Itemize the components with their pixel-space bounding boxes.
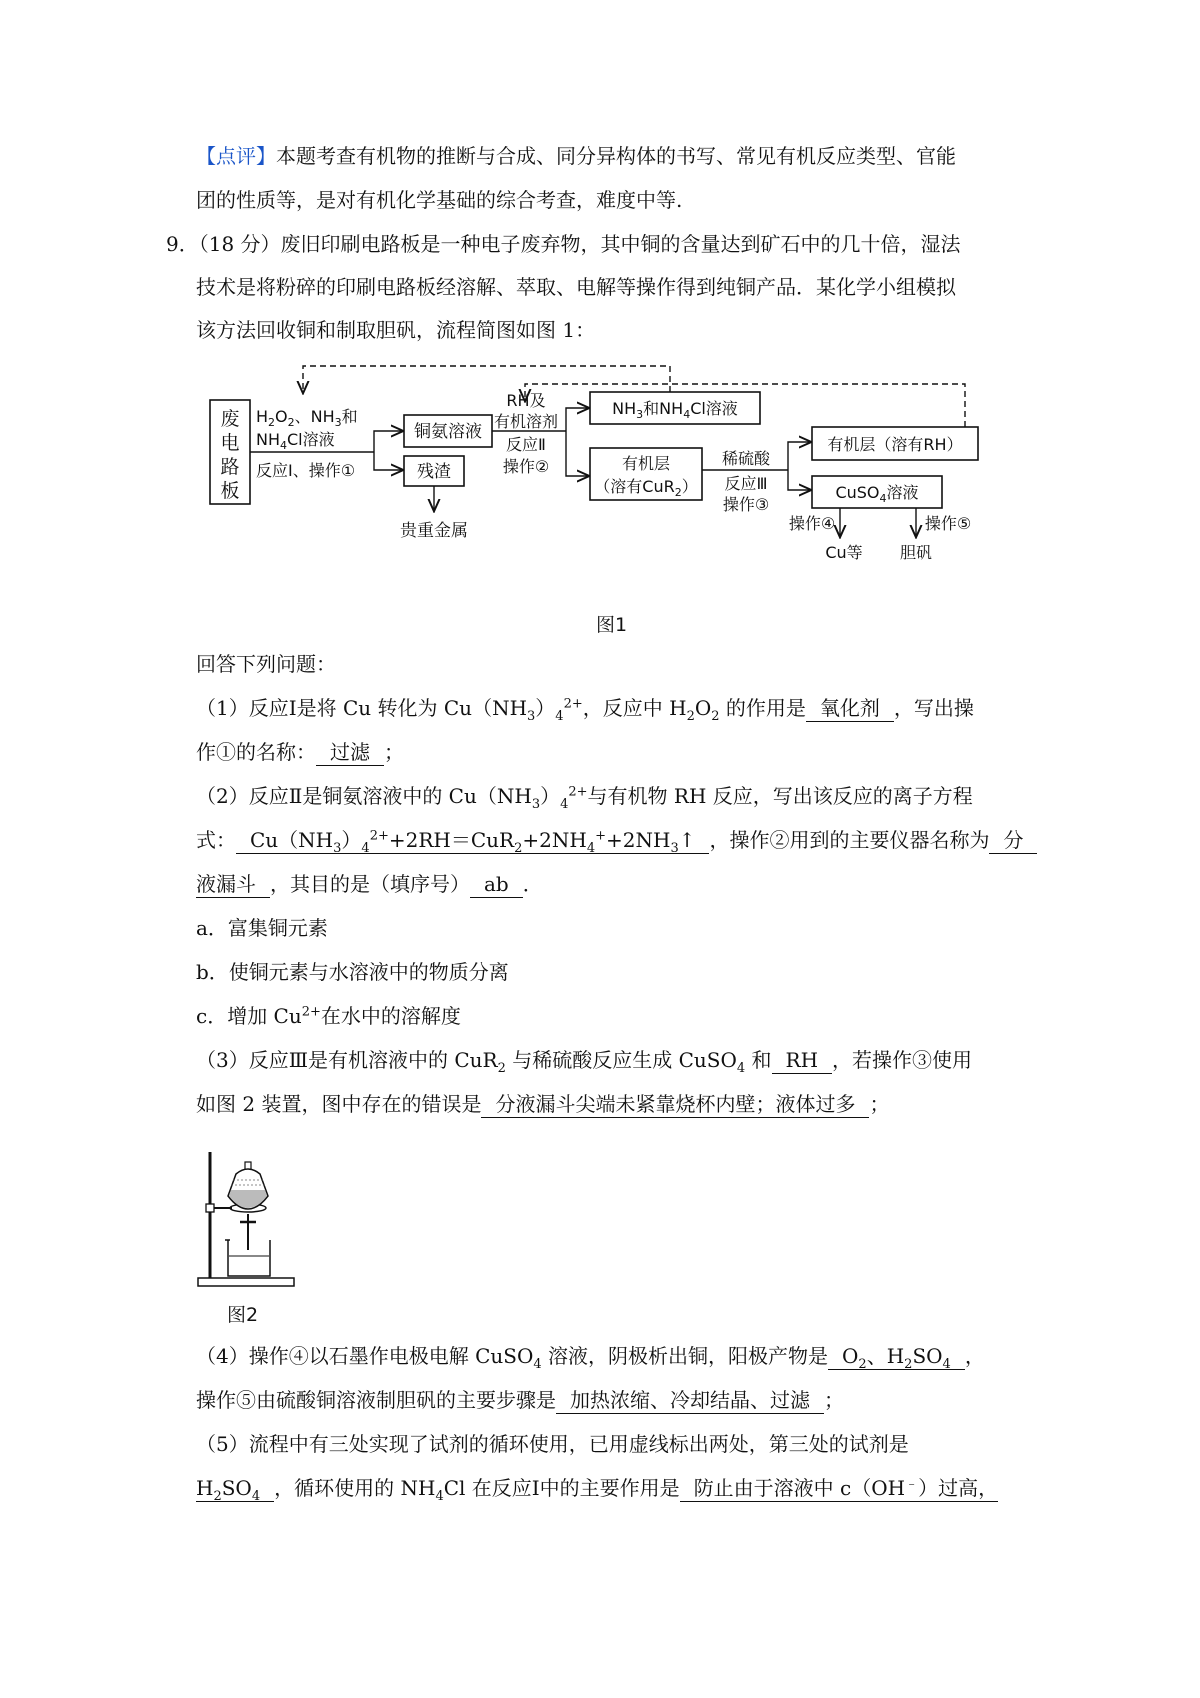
p1-sub-4: 4 (555, 709, 564, 724)
feedstock-char-4: 板 (220, 480, 240, 502)
option-a: a．富集铜元素 (196, 916, 328, 940)
q9-intro-3: 该方法回收铜和制取胆矾，流程简图如图 1： (196, 318, 596, 342)
p3-sub-4: 4 (736, 1061, 746, 1076)
q9-intro-line-1 (166, 230, 961, 258)
p5-answer-role: 防止由于溶液中 c（OH﹣）过高， (680, 1475, 998, 1502)
nh3-nh4cl-label: $NH_3$和$NH_4Cl$溶液 (612, 399, 738, 421)
product-cu-label: Cu等 (825, 543, 863, 562)
option-c-b: 在水中的溶解度 (320, 1004, 461, 1028)
option-c-a: c．增加 Cu (196, 1004, 302, 1028)
feedstock-char-2: 电 (220, 432, 240, 454)
p4-text-c: ， (964, 1344, 985, 1368)
p1-text-c: ，反应中 H (582, 696, 687, 720)
p2-sub-4: 4 (560, 797, 569, 812)
p3-answer-rh: RH (772, 1047, 833, 1074)
p1-text-e: 的作用是 (719, 696, 806, 720)
op-5-label: 操作⑤ (924, 514, 972, 533)
arrow-to-cuso4 (788, 470, 810, 490)
reaction-1-label: 反应Ⅰ、操作① (256, 461, 356, 480)
clamp-boss (206, 1204, 214, 1212)
reaction-3-label: 反应Ⅲ (724, 474, 768, 493)
reagent-2-line-1: RH及 (506, 391, 546, 410)
part-1-line-2 (196, 738, 404, 766)
p3-text-e: 如图 2 装置，图中存在的错误是 (196, 1092, 482, 1116)
op-2-label: 操作② (502, 457, 550, 476)
organic-cur2-line-1: 有机层 (621, 454, 671, 473)
reagent-1-line-2: $NH_4Cl$溶液 (256, 430, 335, 452)
option-b: b．使铜元素与水溶液中的物质分离 (196, 960, 509, 984)
reaction-2-label: 反应Ⅱ (506, 435, 546, 454)
p1-sup: 2+ (563, 696, 583, 712)
option-c-line (196, 1002, 461, 1030)
p1-answer-filter: 过滤 (316, 739, 384, 766)
comment-text-2: 团的性质等，是对有机化学基础的综合考查，难度中等. (196, 188, 683, 212)
arrow-to-cu-ammonia (374, 431, 402, 452)
p5-text-b: ，循环使用的 NH (274, 1476, 436, 1500)
comment-line-1 (196, 142, 956, 170)
figure-2-apparatus (196, 1150, 306, 1295)
stand-base (198, 1278, 294, 1286)
answer-prompt-line (196, 650, 336, 678)
part-4-line-1 (196, 1342, 985, 1370)
residue-label: 残渣 (417, 462, 451, 482)
p4-sub-4: 4 (533, 1357, 542, 1372)
p2-sup: 2+ (568, 784, 588, 800)
p5-answer-reagent: $H_2SO_4$ (196, 1475, 274, 1502)
feedstock-char-3: 路 (220, 456, 240, 478)
feedstock-char-1: 废 (220, 408, 240, 430)
part-1-line-1 (196, 694, 974, 722)
comment-tag: 【点评】 (196, 144, 276, 168)
p3-sub-2: 2 (497, 1061, 506, 1076)
product-alum-label: 胆矾 (899, 543, 933, 562)
p5-text-c: Cl 在反应Ⅰ中的主要作用是 (443, 1476, 680, 1500)
p1-text-b: ） (535, 696, 556, 720)
part-2-line-1 (196, 782, 973, 810)
p2-answer-purpose: ab (470, 871, 523, 898)
p2-text-g: ． (522, 872, 543, 896)
p4-text-b: 溶液，阴极析出铜，阳极产物是 (541, 1344, 829, 1368)
part-4-line-2 (196, 1386, 844, 1414)
q9-intro-1: 9．（18 分）废旧印刷电路板是一种电子废弃物，其中铜的含量达到矿石中的几十倍，湿法 (166, 232, 961, 256)
p1-answer-oxidant: 氧化剂 (806, 695, 894, 722)
p1-text-h: ； (384, 740, 404, 764)
p2-answer-instrument-1: 分 (989, 827, 1037, 854)
p2-text-f: ，其目的是（填序号） (270, 872, 470, 896)
cuso4-label: CuSO$_4$溶液 (835, 483, 919, 505)
part-2-line-2 (196, 826, 1037, 854)
p2-sub-3: 3 (531, 797, 541, 812)
op-4-label: 操作④ (788, 514, 836, 533)
p4-text-d: 操作⑤由硫酸铜溶液制胆矾的主要步骤是 (196, 1388, 556, 1412)
answer-prompt: 回答下列问题： (196, 652, 336, 676)
cu-ammonia-label: 铜氨溶液 (414, 422, 482, 442)
p1-sub-2b: 2 (711, 709, 720, 724)
p5-text-a: （5）流程中有三处实现了试剂的循环使用，已用虚线标出两处，第三处的试剂是 (196, 1432, 909, 1456)
p2-text-d: 式： (196, 828, 236, 852)
p4-answer-steps: 加热浓缩、冷却结晶、过滤 (556, 1387, 824, 1414)
figure-1-flowchart (190, 352, 1000, 592)
p1-text-a: （1）反应Ⅰ是将 Cu 转化为 Cu（NH (196, 696, 528, 720)
option-c-sup: 2+ (301, 1004, 321, 1020)
part-3-line-2 (196, 1090, 889, 1118)
p2-text-c: 与有机物 RH 反应，写出该反应的离子方程 (587, 784, 973, 808)
p3-text-b: 与稀硫酸反应生成 CuSO (505, 1048, 737, 1072)
p1-text-d: O (694, 696, 712, 720)
option-a-line (196, 914, 328, 942)
p4-answer-anode: $O_2$、$H_2SO_4$ (828, 1343, 965, 1370)
p2-text-e: ，操作②用到的主要仪器名称为 (709, 828, 990, 852)
part-3-line-1 (196, 1046, 972, 1074)
p1-sub-2a: 2 (686, 709, 695, 724)
p1-text-g: 作①的名称： (196, 740, 316, 764)
q9-intro-line-2 (196, 273, 956, 301)
arrow-to-nh3 (566, 408, 588, 431)
comment-line-2 (196, 186, 682, 214)
organic-rh-label: 有机层（溶有RH） (827, 435, 963, 454)
figure-1-caption: 图1 (596, 614, 628, 636)
figure-2-caption: 图2 (227, 1304, 259, 1326)
organic-cur2-line-2: （溶有CuR$_2$） (594, 477, 698, 499)
reagent-1-line-1: $H_2O_2$、$NH_3$和 (256, 407, 358, 429)
p3-text-c: 和 (745, 1048, 772, 1072)
p2-answer-equation: $Cu(NH_3)_4^{2+}+2RH=CuR_2+2NH_4^++2NH_3↑$ (236, 827, 709, 854)
option-b-line (196, 958, 509, 986)
p3-text-d: ，若操作③使用 (832, 1048, 973, 1072)
p2-text-a: （2）反应Ⅱ是铜氨溶液中的 Cu（NH (196, 784, 532, 808)
part-5-line-2 (196, 1474, 998, 1502)
q9-intro-2: 技术是将粉碎的印刷电路板经溶解、萃取、电解等操作得到纯铜产品．某化学小组模拟 (196, 275, 956, 299)
p1-text-f: ，写出操 (893, 696, 974, 720)
p4-text-a: （4）操作④以石墨作电极电解 CuSO (196, 1344, 534, 1368)
arrow-to-organic-rh (788, 442, 810, 470)
q9-intro-line-3 (196, 316, 595, 344)
p2-answer-instrument-2: 液漏斗 (196, 871, 270, 898)
op-3-label: 操作③ (722, 495, 770, 514)
reagent-2-line-2: 有机溶剂 (493, 412, 559, 431)
part-2-line-3 (196, 870, 543, 898)
part-5-line-1 (196, 1430, 909, 1458)
p5-sub-4: 4 (435, 1489, 444, 1504)
p3-text-a: （3）反应Ⅲ是有机溶液中的 CuR (196, 1048, 498, 1072)
comment-text-1: 本题考查有机物的推断与合成、同分异构体的书写、常见有机反应类型、官能 (276, 144, 956, 168)
arrow-to-residue (374, 452, 402, 470)
arrow-to-organic (566, 431, 588, 476)
p2-text-b: ） (540, 784, 561, 808)
precious-metal-label: 贵重金属 (400, 521, 468, 541)
dilute-acid-label: 稀硫酸 (721, 449, 771, 468)
p4-text-e: ； (824, 1388, 844, 1412)
p1-sub-3: 3 (527, 709, 536, 724)
p3-text-f: ； (869, 1092, 890, 1116)
p3-answer-error: 分液漏斗尖端未紧靠烧杯内壁；液体过多 (481, 1091, 869, 1118)
